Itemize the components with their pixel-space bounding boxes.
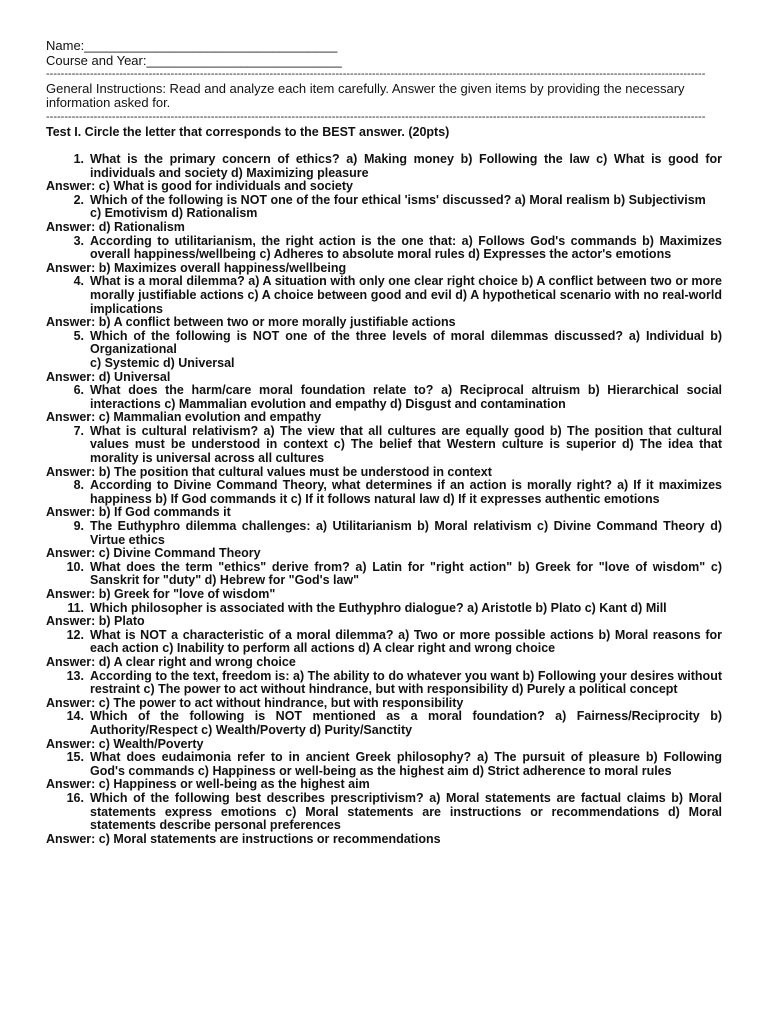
question-item xyxy=(46,194,722,221)
question-item xyxy=(46,710,722,737)
answer-line: Answer: d) Rationalism xyxy=(46,219,185,234)
question-text: What is the primary concern of ethics? a) Making money b) Following the law c) What is good for individuals and society d) Maximizing pleasure xyxy=(90,152,722,180)
question-number: 4. xyxy=(73,274,84,289)
question-number: 1. xyxy=(73,152,84,166)
question-number: 10. xyxy=(66,559,84,574)
question-text: What does the term "ethics" derive from? a) Latin for "right action" b) Greek for "love of wisdom" c) Sanskrit for "duty" d) Hebrew for "God's law" xyxy=(90,559,722,588)
question-item xyxy=(46,425,722,466)
question-item xyxy=(46,792,722,833)
answer-line: Answer: d) Universal xyxy=(46,369,171,384)
question-item xyxy=(46,751,722,778)
question-number: 14. xyxy=(66,709,84,724)
question-list xyxy=(46,153,722,846)
answer-line: Answer: c) What is good for individuals and society xyxy=(46,179,353,194)
answer-line: Answer: c) The power to act without hindrance, but with responsibility xyxy=(46,695,464,710)
answer-line: Answer: b) A conflict between two or more morally justifiable actions xyxy=(46,315,456,330)
question-number: 8. xyxy=(73,478,84,493)
question-text-wrap xyxy=(90,194,722,221)
answer-line: Answer: c) Wealth/Poverty xyxy=(46,736,204,751)
question-item xyxy=(46,561,722,588)
question-item xyxy=(46,235,722,262)
question-item xyxy=(46,670,722,697)
question-item xyxy=(46,602,722,616)
question-number: 5. xyxy=(73,328,84,343)
answer-line: Answer: b) Plato xyxy=(46,614,145,629)
question-text: Which of the following best describes prescriptivism? a) Moral statements are factual claims b) Moral statements express emotions c) Moral statements are instructions or recommendations d) Moral statements describe personal preferences xyxy=(90,790,722,833)
question-number: 3. xyxy=(73,233,84,248)
question-text-wrap xyxy=(90,330,722,371)
answer-line: Answer: b) Greek for "love of wisdom" xyxy=(46,587,276,601)
question-item xyxy=(46,153,722,180)
question-text: What does the harm/care moral foundation relate to? a) Reciprocal altruism b) Hierarchical social interactions c) Mammalian evolution and empathy d) Disgust and contamination xyxy=(90,383,722,411)
question-item xyxy=(46,275,722,316)
answer-line: Answer: b) If God commands it xyxy=(46,505,231,520)
answer-line: Answer: c) Divine Command Theory xyxy=(46,546,261,561)
question-text: The Euthyphro dilemma challenges: a) Utilitarianism b) Moral relativism c) Divine Command Theory d) Virtue ethics xyxy=(90,519,722,547)
question-text: Which philosopher is associated with the Euthyphro dialogue? a) Aristotle b) Plato c) Kant d) Mill xyxy=(90,600,667,615)
question-number: 7. xyxy=(73,423,84,438)
question-number: 13. xyxy=(66,668,84,683)
answer-line: Answer: d) A clear right and wrong choice xyxy=(46,654,296,669)
question-number: 11. xyxy=(67,600,84,615)
question-number: 16. xyxy=(66,790,84,805)
question-text: According to Divine Command Theory, what determines if an action is morally right? a) If it maximizes happiness b) If God commands it c) If it follows natural law d) If it expresses authentic emotions xyxy=(90,478,722,506)
question-item xyxy=(46,330,722,371)
divider-bottom: ------------------------------------------------------------------------------------------------------------------------------------------------------------------------------------ xyxy=(46,111,706,123)
question-text: According to utilitarianism, the right action is the one that: a) Follows God's commands b) Maximizes overall happiness/wellbeing c) Adheres to absolute moral rules d) Expresses the actor's emotions xyxy=(90,233,722,262)
question-number: 2. xyxy=(73,192,84,207)
question-text: Which of the following is NOT one of the three levels of moral dilemmas discussed? a) Individual b) Organizational xyxy=(90,328,722,357)
question-item xyxy=(46,629,722,656)
question-text: According to the text, freedom is: a) The ability to do whatever you want b) Following your desires without restraint c) The power to act without hindrance, but with responsibility d) Purely a political concept xyxy=(90,668,722,697)
question-text: What does eudaimonia refer to in ancient Greek philosophy? a) The pursuit of pleasure b) Following God's commands c) Happiness or well-being as the highest aim d) Strict adherence to moral rules xyxy=(90,750,722,778)
question-number: 9. xyxy=(73,519,84,534)
question-number: 12. xyxy=(66,627,84,642)
question-text: Which of the following is NOT mentioned as a moral foundation? a) Fairness/Reciprocity b) Authority/Respect c) Wealth/Poverty d) Purity/Sanctity xyxy=(90,709,722,737)
name-field: Name:___________________________________ xyxy=(46,38,338,53)
answer-line: Answer: c) Happiness or well-being as the highest aim xyxy=(46,777,370,792)
answer-line: Answer: b) Maximizes overall happiness/wellbeing xyxy=(46,260,347,275)
question-text: What is NOT a characteristic of a moral dilemma? a) Two or more possible actions b) Moral reasons for each action c) Inability to perform all actions d) A clear right and wrong choice xyxy=(90,627,722,656)
question-text: What is a moral dilemma? a) A situation with only one clear right choice b) A conflict between two or more morally justifiable actions c) A choice between good and evil d) A hypothetical scenario with no real-world implications xyxy=(90,274,722,316)
question-number: 6. xyxy=(73,383,84,398)
question-text: Which of the following is NOT one of the four ethical 'isms' discussed? a) Moral realism b) Subjectivism xyxy=(90,192,706,207)
question-text-continued: c) Emotivism d) Rationalism xyxy=(90,206,258,221)
general-instructions: General Instructions: Read and analyze each item carefully. Answer the given items by providing the necessary information asked for. xyxy=(46,81,685,110)
answer-line: Answer: c) Mammalian evolution and empathy xyxy=(46,410,322,425)
course-year-field: Course and Year:___________________________ xyxy=(46,53,342,68)
question-item xyxy=(46,520,722,547)
question-item xyxy=(46,479,722,506)
answer-line: Answer: c) Moral statements are instructions or recommendations xyxy=(46,831,441,846)
question-text-continued: c) Systemic d) Universal xyxy=(90,355,235,370)
test-title: Test I. Circle the letter that corresponds to the BEST answer. (20pts) xyxy=(46,125,450,139)
question-item xyxy=(46,384,722,411)
question-text: What is cultural relativism? a) The view that all cultures are equally good b) The position that cultural values must be understood in context c) The belief that Western culture is superior d) The idea that morality is universal across all cultures xyxy=(90,423,722,466)
divider-top: ------------------------------------------------------------------------------------------------------------------------------------------------------------------------------------ xyxy=(46,68,706,80)
answer-line: Answer: b) The position that cultural values must be understood in context xyxy=(46,464,492,479)
question-number: 15. xyxy=(66,750,84,765)
